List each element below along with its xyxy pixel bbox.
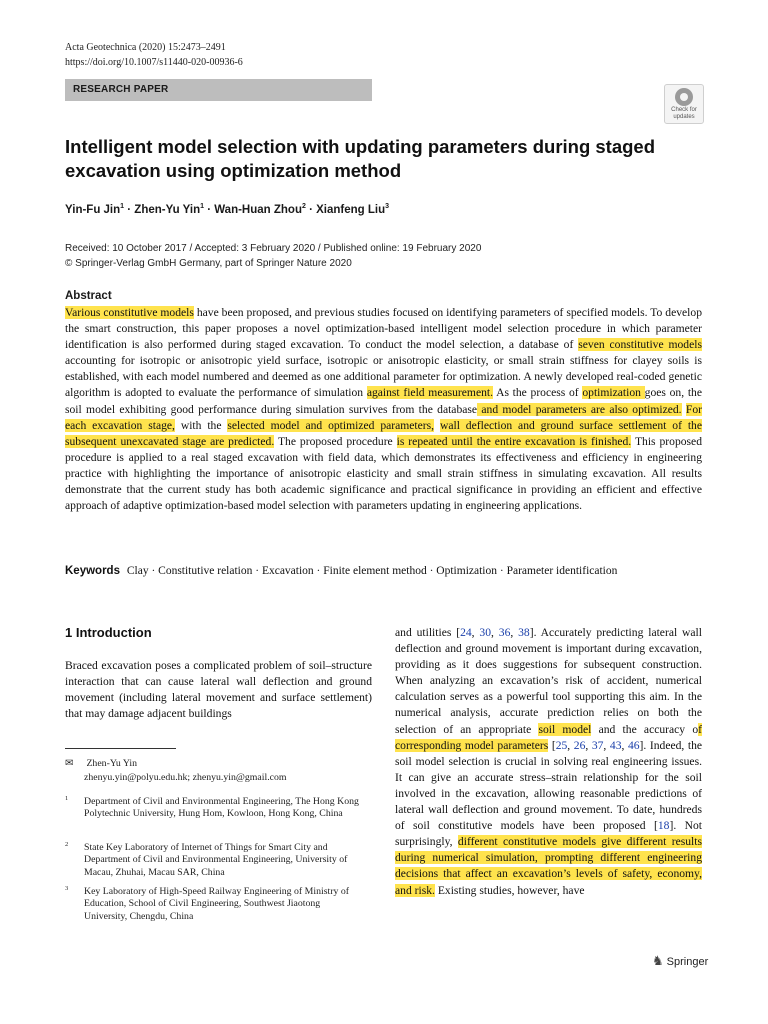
body-text: , [510,626,519,639]
keywords-text: Clay · Constitutive relation · Excavation · Finite element method · Optimization · Parameter identification [126,565,618,577]
body-text: The proposed procedure [274,434,397,448]
citation-link[interactable]: 37 [591,738,604,752]
body-text: have been proposed, and previous studies focused on identifying parameters of specified models. To develop the smart construction, this paper proposes a novel optimization-based intelligent model selection procedure in which parameter identification is also performed during staged excavation. To conduct the model selection, a database of [65,306,702,352]
affiliation-item [65,796,365,821]
body-text: This proposed procedure is applied to a real staged excavation with field data, which demonstrates its effectiveness and efficiency in engineering practice with highlighting the importance of anisotropic elasticity and small strain stiffness in simulating excavation. All results demonstrate that the current study has both academic significance and practical significance in providing an efficient and effective approach of adaptive optimization-based model selection with parameters updating in engineering applications. [65,434,702,513]
springer-horse-icon: ♞ [652,953,664,968]
body-text: and the accuracy o [591,722,699,736]
body-text: , [621,738,628,752]
author-affiliation-mark: 1 [200,203,205,210]
affiliation-number: 3 [65,885,69,892]
author-name[interactable]: Zhen-Yu Yin [134,203,201,216]
citation-link[interactable]: 36 [498,626,511,639]
author-list [65,203,389,216]
highlighted-text: Various constitutive models [65,306,194,319]
corresponding-emails[interactable]: zhenyu.yin@polyu.edu.hk; zhenyu.yin@gmail.com [84,772,287,783]
highlighted-text: seven constitutive models [578,338,702,352]
citation-link[interactable]: 38 [518,626,530,639]
body-text: As the process of [493,386,583,400]
affiliation-text: State Key Laboratory of Internet of Things for Smart City and Department of Civil and Environmental Engineering, University of Macau, Zhuhai, Macau SAR, China [84,842,348,878]
citation-link[interactable]: 30 [479,626,492,639]
citation-link[interactable]: 26 [573,738,586,752]
highlighted-text: For each excavation stage, [65,402,702,432]
corresponding-author: Zhen-Yu Yin [86,758,137,769]
correspondence [65,757,287,785]
citation-link[interactable]: 25 [555,738,568,752]
keywords-label: Keywords [65,565,120,577]
citation-link[interactable]: 46 [627,738,640,752]
author-affiliation-mark: 1 [120,203,125,210]
footnote-divider [65,748,176,749]
body-text: , [603,738,610,752]
citation-link[interactable]: 18 [657,819,670,833]
abstract-heading: Abstract [65,290,112,302]
body-text: ]. Accurately predicting lateral wall deflection and ground movement is important during excavation, providing as it does suggestions for subsequent construction. When analyzing an excavation’s risk of accident, numerical calculation serves as a powerful tool supporting this aim. In the numerical analysis, accurate prediction relies on both the selection of an appropriate [395,626,702,736]
author-separator: · [124,203,135,216]
author-separator: · [305,203,317,216]
check-updates-icon [675,88,693,106]
body-text: Braced excavation poses a complicated problem of soil–structure interaction that can cause lateral wall deflection and ground movement (including lateral movement and surface settlement) that may damage adjacent buildings [65,659,372,721]
check-for-updates-badge[interactable]: Check for updates [664,84,704,124]
body-text: , [585,738,592,752]
author-separator: · [204,203,215,216]
highlighted-text: different constitutive models give different results during numerical simulation, prompting different engineering decisions that affect an excavation’s levels of safety, economy, and risk. [395,835,703,897]
body-text: Existing studies, however, have [434,883,585,897]
highlighted-text: f corresponding model parameters [395,722,702,752]
highlighted-text: selected model and optimized parameters, [227,418,435,432]
highlighted-text: is repeated until the entire excavation is finished. [396,434,632,448]
abstract-body [65,305,702,514]
dates-line: Received: 10 October 2017 / Accepted: 3 February 2020 / Published online: 19 February 2020 [65,243,482,254]
affiliation-text: Key Laboratory of High-Speed Railway Engineering of Ministry of Education, School of Civil Engineering, Southwest Jiaotong University, Chengdu, China [84,886,349,922]
journal-citation: Acta Geotechnica (2020) 15:2473–2491 [65,42,226,53]
body-text: , [471,626,480,639]
publication-dates [65,241,481,271]
body-text: [ [548,738,556,752]
citation-link[interactable]: 43 [609,738,622,752]
body-text: accounting for isotropic or anisotropic yield surface, isotropic or anisotropic elasticity, or small strain stiffness for clayey soils is established, with each model numbered and deemed as one additional parameter for optimization. A newly developed real-coded genetic algorithm is adopted to evaluate the performance of simulation [65,354,702,400]
author-name[interactable]: Xianfeng Liu [316,203,386,216]
highlighted-text: optimization [582,386,645,400]
highlighted-text: wall deflection and ground surface settlement of the subsequent unexcavated stage are predicted. [65,418,702,448]
author-name[interactable]: Wan-Huan Zhou [214,203,302,216]
highlighted-text: against field measurement. [366,386,494,400]
article-type-banner: RESEARCH PAPER [65,79,372,101]
affiliation-item [65,842,365,879]
body-text: with the [174,418,228,432]
journal-doi[interactable]: https://doi.org/10.1007/s11440-020-00936-6 [65,57,243,68]
highlighted-text: soil model [538,722,592,736]
author-name[interactable]: Yin-Fu Jin [65,203,121,216]
section-heading: 1 Introduction [65,625,152,640]
body-text: , [491,626,499,639]
body-text: and utilities [ [395,626,461,639]
publisher-logo [652,953,708,969]
author-affiliation-mark: 3 [385,203,390,210]
copyright-line: © Springer-Verlag GmbH Germany, part of Springer Nature 2020 [65,258,352,269]
affiliation-number: 2 [65,841,69,848]
journal-header [65,40,243,70]
publisher-name: Springer [666,956,709,968]
highlighted-text: and model parameters are also optimized. [477,402,682,416]
intro-left-column [65,658,372,722]
body-text: goes on, the soil model exhibiting good performance during simulation survives from the database [65,386,702,416]
paper-title: Intelligent model selection with updating parameters during staged excavation using optimization method [65,136,656,181]
body-text: , [567,738,574,752]
affiliation-number: 1 [65,795,69,802]
author-affiliation-mark: 2 [301,203,306,210]
keywords [65,565,617,577]
body-text: ]. Indeed, the soil model selection is crucial in solving real engineering issues. It can give an accurate stress–strain relationship for the soil involved in the excavation, allowing reasonable predictions of lateral wall deflection and ground movement. To date, hundreds of soil constitutive models have been proposed [ [395,738,703,833]
body-text: ]. Not surprisingly, [395,819,702,849]
envelope-icon: ✉ [65,758,74,769]
intro-right-column [395,625,702,899]
affiliation-item [65,886,365,923]
citation-link[interactable]: 24 [460,626,472,639]
affiliation-text: Department of Civil and Environmental Engineering, The Hong Kong Polytechnic University, Hung Hom, Kowloon, Hong Kong, China [84,796,359,820]
